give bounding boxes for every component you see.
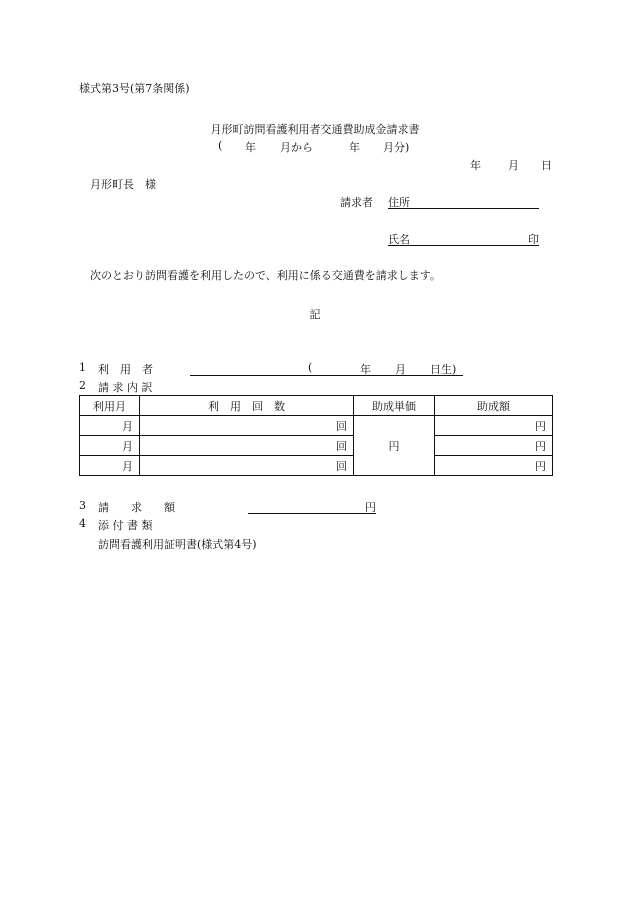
name-label: 氏名 [388, 233, 410, 246]
row-amount-cell[interactable]: 円 [435, 436, 553, 456]
form-number: 様式第3号(第7条関係) [79, 82, 190, 95]
address-label: 住所 [388, 196, 410, 209]
item-3-number: 3 [79, 499, 86, 512]
unit-price-cell[interactable]: 円 [354, 416, 435, 476]
amount-unit: 円 [365, 501, 376, 514]
row-month-cell[interactable]: 月 [80, 456, 140, 476]
row-count-cell[interactable]: 回 [140, 436, 354, 456]
date-year: 年 [470, 159, 481, 172]
requester-address-field[interactable] [388, 194, 539, 209]
attachment-document: 訪問看護利用証明書(様式第4号) [98, 538, 257, 551]
header-amount: 助成額 [435, 396, 553, 416]
user-field[interactable] [190, 361, 463, 376]
table-row [80, 436, 553, 456]
date-month: 月 [508, 159, 519, 172]
header-count: 利 用 回 数 [140, 396, 354, 416]
table-header-row [80, 396, 553, 416]
item-4-number: 4 [79, 517, 86, 530]
row-count-cell[interactable]: 回 [140, 456, 354, 476]
document-title: 月形町訪問看護利用者交通費助成金請求書 [210, 123, 420, 136]
addressee: 月形町長 様 [90, 178, 156, 191]
date-day: 日 [541, 159, 552, 172]
birth-year: 年 [360, 363, 371, 376]
row-amount-cell[interactable]: 円 [435, 456, 553, 476]
birth-open: ( [308, 361, 313, 374]
birth-day: 日生) [430, 363, 457, 376]
birth-month: 月 [395, 363, 406, 376]
header-month: 利用月 [80, 396, 140, 416]
table-row [80, 416, 553, 436]
user-label: 利 用 者 [98, 363, 153, 376]
row-month-cell[interactable]: 月 [80, 436, 140, 456]
requester-name-field[interactable] [388, 231, 539, 246]
item-1-number: 1 [79, 361, 86, 374]
header-unit-price: 助成単価 [354, 396, 435, 416]
amount-field[interactable] [248, 499, 376, 514]
period-year-to: 年 [349, 141, 360, 154]
intro-text: 次のとおり訪問看護を利用したので、利用に係る交通費を請求します。 [90, 269, 441, 282]
requester-label: 請求者 [340, 196, 373, 209]
attachments-label: 添 付 書 類 [98, 519, 153, 532]
item-2-number: 2 [79, 379, 86, 392]
seal-mark: 印 [528, 233, 539, 246]
period-month-from: 月から [280, 141, 313, 154]
breakdown-label: 請 求 内 訳 [98, 381, 153, 394]
breakdown-table [79, 395, 553, 476]
row-count-cell[interactable]: 回 [140, 416, 354, 436]
amount-label: 請 求 額 [98, 501, 175, 514]
ki-heading: 記 [309, 308, 321, 321]
period-month-to: 月分) [383, 141, 410, 154]
table-row [80, 456, 553, 476]
period-year-from: 年 [245, 141, 256, 154]
row-amount-cell[interactable]: 円 [435, 416, 553, 436]
period-open: ( [218, 139, 223, 152]
row-month-cell[interactable]: 月 [80, 416, 140, 436]
